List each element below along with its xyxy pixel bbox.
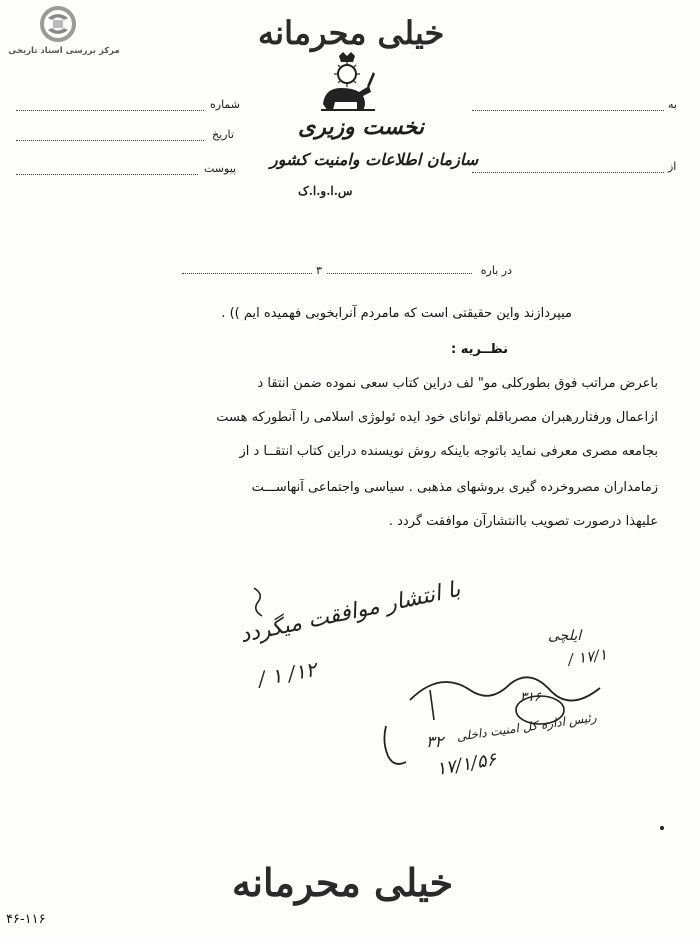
subject-dotted-line (182, 273, 472, 274)
attachment-field-line (16, 174, 198, 175)
archive-emblem-icon (38, 6, 78, 42)
body-line-1: میپردازند واین حقیقتی است که مامردم آنرابخوبی فهمیده ایم )) . (221, 306, 572, 321)
letterhead-subtitle: سازمان اطلاعات وامنیت کشور (270, 150, 479, 169)
handwritten-bottom-date: ۱۷/۱/۵۶ (434, 748, 498, 781)
number-label: شماره (210, 98, 241, 111)
body-line-6: علیهذا درصورت تصویب باانتشارآن موافقت گردد . (388, 514, 658, 529)
letterhead-title: نخست وزیری (298, 114, 424, 140)
number-field-line (16, 110, 204, 111)
body-line-3: ازاعمال ورفتاررهبران مصرباقلم توانای خود ایده ئولوژی اسلامی را آنطورکه هست (216, 410, 658, 425)
handwritten-right-number: ۳۱۶ (520, 690, 541, 705)
classification-stamp-top: خیلی محرمانه (258, 14, 445, 52)
letterhead-code: س.ا.و.ا.ک (298, 184, 353, 198)
subject-label: در باره (480, 264, 512, 277)
body-line-4: بجامعه مصری معرفی نماید باتوجه باینکه روش نویسنده دراین کتاب انتقــا د از (239, 444, 658, 459)
body-line-5: زمامداران مصروخرده گیری بروشهای مذهبی . سیاسی واجتماعی آنهاســـت (251, 480, 658, 495)
handwritten-bottom-code: ۳۲ (426, 732, 444, 751)
handwritten-mark-icon (248, 586, 270, 618)
handwritten-right-role: رئیس اداره کل امنیت داخلی (455, 710, 598, 744)
ink-dot (660, 826, 664, 830)
handwritten-right-top-date: ۱۷/۱ / (566, 645, 609, 669)
archive-caption: مرکز بررسی اسناد تاریخی (8, 46, 120, 56)
page-marker: ۳ (312, 264, 326, 277)
date-field-line (16, 140, 204, 141)
to-field-line (472, 110, 664, 111)
handwritten-right-top: ایلچی (548, 628, 582, 644)
classification-stamp-bottom: خیلی محرمانه (232, 860, 454, 905)
handwritten-approval-note: با انتشار موافقت میگردد (237, 576, 463, 649)
subject-line (182, 266, 512, 278)
lion-and-sun-emblem-icon (313, 52, 381, 114)
from-label: از (668, 160, 677, 173)
to-label: به (668, 98, 677, 111)
archive-logo (8, 6, 118, 58)
attachment-label: پیوست (204, 162, 237, 175)
date-label: تاریخ (212, 128, 234, 141)
page-code: ۴۶-۱۱۶ (6, 912, 46, 927)
body-line-2: باعرض مراتب فوق بطورکلی مو" لف دراین کتاب سعی نموده ضمن انتقا د (257, 376, 658, 391)
opinion-heading: نظــریه : (450, 342, 508, 357)
handwritten-left-date: ۱۲/ ۱ / (256, 657, 319, 691)
from-field-line (472, 172, 664, 173)
